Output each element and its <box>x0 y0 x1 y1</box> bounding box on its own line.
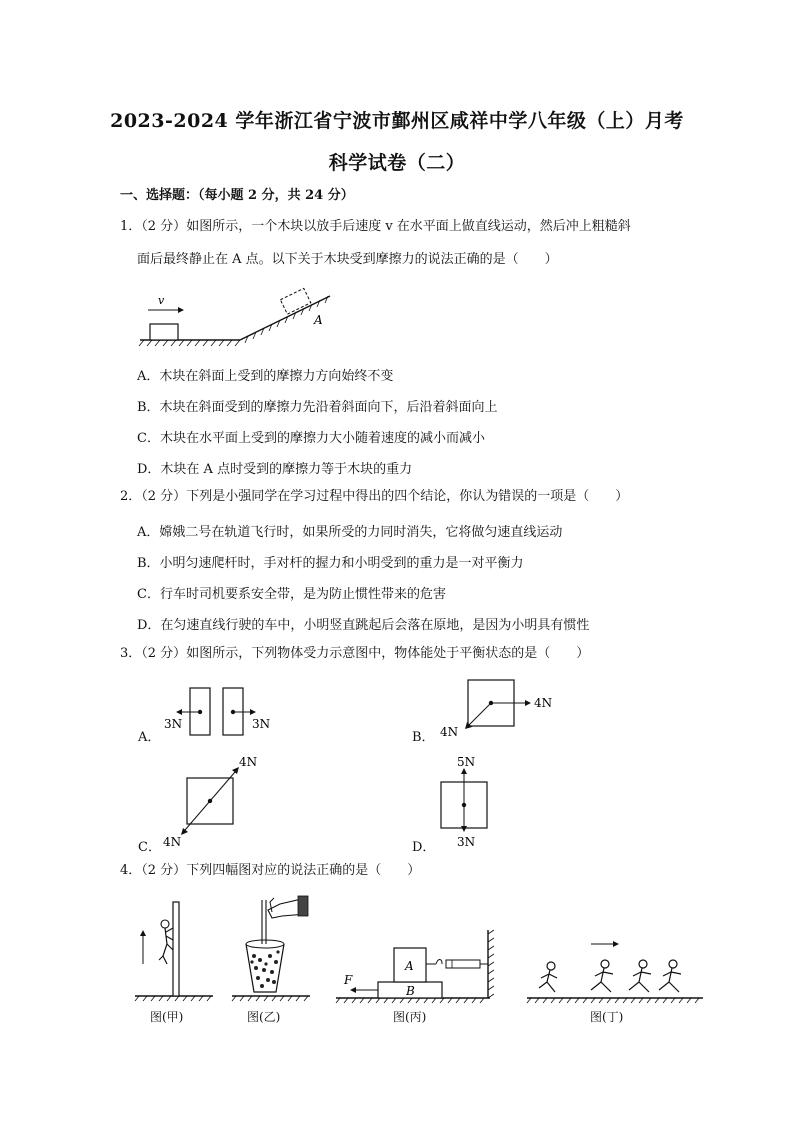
question-4 <box>120 862 420 880</box>
q4-figure-yi <box>232 890 312 1002</box>
question-text: 如图所示，一个木块以放手后速度 v 在水平面上做直线运动，然后冲上粗糙斜 <box>186 219 631 234</box>
q1-option-b[interactable]: B．木块在斜面受到的摩擦力先沿着斜面向下，后沿着斜面向上 <box>137 400 498 415</box>
q2-option-b[interactable]: B．小明匀速爬杆时，手对杆的握力和小明受到的重力是一对平衡力 <box>137 556 524 571</box>
question-score: （2 分） <box>141 646 187 661</box>
q2-option-a[interactable]: A．嫦娥二号在轨道飞行时，如果所受的力同时消失，它将做匀速直线运动 <box>137 525 563 540</box>
force-label: 3N <box>252 717 271 731</box>
force-label: 4N <box>239 755 258 769</box>
exam-title-line2: 科学试卷（二） <box>328 152 466 174</box>
block-b-label: B <box>406 984 415 998</box>
force-label: 4N <box>163 835 182 849</box>
q2-option-c[interactable]: C．行车时司机要系安全带，是为防止惯性带来的危害 <box>137 587 446 602</box>
question-text: 如图所示，下列物体受力示意图中，物体能处于平衡状态的是（ ） <box>186 646 590 661</box>
question-number: 2． <box>120 489 142 504</box>
figure-caption-yi: 图(乙) <box>247 1010 281 1024</box>
question-score: （2 分） <box>141 489 187 504</box>
question-score: （2 分） <box>141 219 187 234</box>
q4-figure-ding <box>525 936 705 1006</box>
q2-option-d[interactable]: D．在匀速直线行驶的车中，小明竖直跳起后会落在原地，是因为小明具有惯性 <box>137 618 590 633</box>
question-1-text-continued: 面后最终静止在 A 点。以下关于木块受到摩擦力的说法正确的是（ ） <box>137 252 558 267</box>
force-label: 4N <box>440 725 459 739</box>
q3-diagram-b <box>438 678 558 740</box>
figure-caption-bing: 图(丙) <box>393 1010 427 1024</box>
section-heading: 一、选择题：（每小题 2 分，共 24 分） <box>120 188 354 203</box>
q1-option-a[interactable]: A．木块在斜面上受到的摩擦力方向始终不变 <box>137 369 394 384</box>
question-number: 1． <box>120 219 142 234</box>
figure-caption-jia: 图(甲) <box>150 1010 184 1024</box>
q3-option-c-label[interactable]: C． <box>138 840 161 855</box>
figure-caption-ding: 图(丁) <box>590 1010 624 1024</box>
q1-option-c[interactable]: C．木块在水平面上受到的摩擦力大小随着速度的减小而减小 <box>137 431 485 446</box>
q3-diagram-c <box>160 756 270 848</box>
q4-figure-bing <box>336 926 508 1006</box>
question-text: 下列四幅图对应的说法正确的是（ ） <box>186 863 421 878</box>
q3-option-b-label[interactable]: B． <box>412 730 435 745</box>
wooden-block <box>150 324 178 340</box>
force-f-label: F <box>344 973 353 987</box>
question-text: 下列是小强同学在学习过程中得出的四个结论，你认为错误的一项是（ ） <box>186 489 629 504</box>
question-1 <box>120 218 631 236</box>
q3-option-a-label[interactable]: A． <box>138 730 161 745</box>
question-2 <box>120 488 628 506</box>
q3-diagram-a <box>160 686 275 746</box>
force-label: 4N <box>534 696 553 710</box>
q3-diagram-d <box>430 756 510 848</box>
q3-option-d-label[interactable]: D． <box>412 840 436 855</box>
velocity-label: v <box>158 294 165 307</box>
question-score: （2 分） <box>141 863 187 878</box>
force-label: 5N <box>457 755 476 769</box>
q1-incline-figure <box>138 284 338 350</box>
question-number: 4． <box>120 863 142 878</box>
q4-figure-jia <box>135 898 215 1002</box>
exam-title-line1: 2023-2024 学年浙江省宁波市鄞州区咸祥中学八年级（上）月考 <box>110 110 684 132</box>
point-a-label: A <box>314 313 323 327</box>
q1-option-d[interactable]: D．木块在 A 点时受到的摩擦力等于木块的重力 <box>137 462 413 477</box>
question-number: 3． <box>120 646 142 661</box>
block-a-label: A <box>405 959 414 973</box>
force-label: 3N <box>457 835 476 849</box>
force-label: 3N <box>164 717 183 731</box>
question-3 <box>120 645 589 663</box>
